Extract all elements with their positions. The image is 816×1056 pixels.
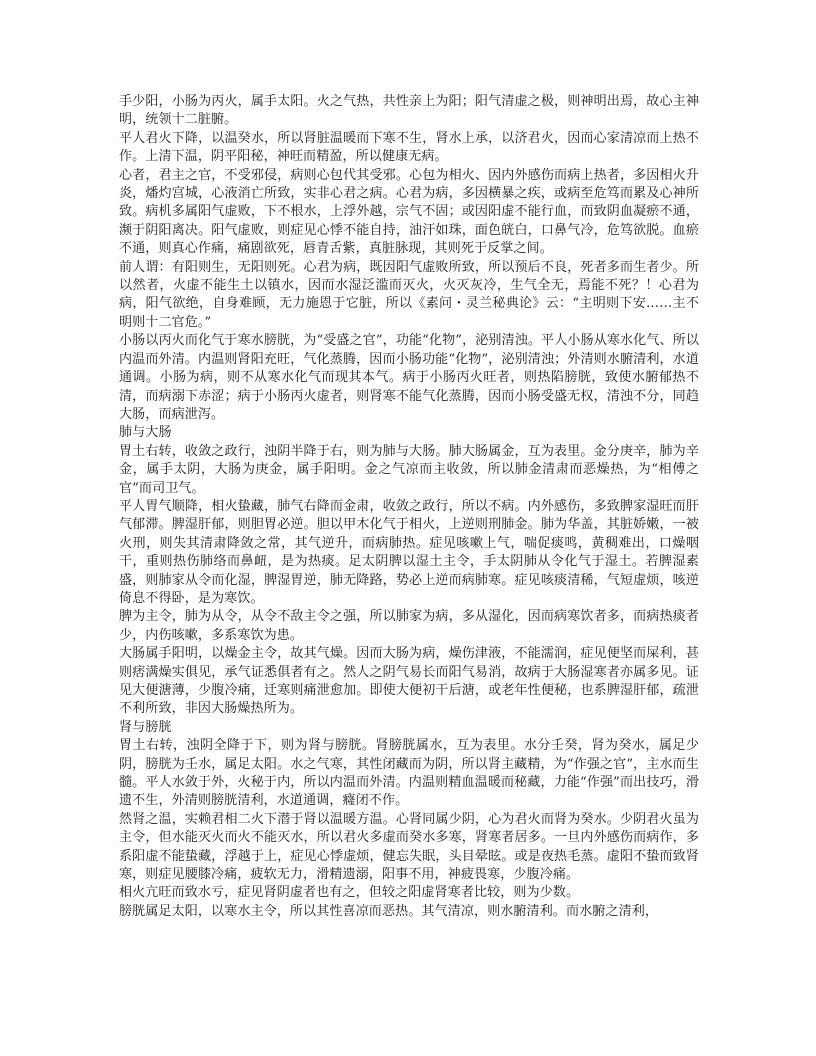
paragraph-1: 手少阳，小肠为丙火，属手太阳。火之气热，共性亲上为阳；阳气清虚之极，则神明出焉，故心主神明，统领十二脏腑。: [119, 94, 699, 128]
paragraph-13: 膀胱属足太阳，以寒水主令，所以其性喜凉而恶热。其气清凉，则水腑清利。而水腑之清利，: [119, 903, 659, 919]
paragraph-9: 大肠属手阳明，以燥金主令，故其气燥。因而大肠为病，燥伤津液，不能濡润，症见便坚而屎利，甚则痞满燥实俱见，承气证悉俱者有之。然人之阴气易长而阳气易消，故病于大肠湿寒者亦属多见。证见大便溏薄，少腹冷痛，迁寒则痛泄愈加。即使大便初干后溏，或老年性便秘，也系脾湿肝郁，疏泄不利所致，非因大肠燥热所为。: [119, 646, 699, 717]
paragraph-11: 然肾之温，实赖君相二火下潜于肾以温暖方温。心肾同属少阴，心为君火而肾为癸水。少阴君火虽为主令，但水能灭火而火不能灭水，所以君火多虚而癸水多寒，肾寒者居多。一旦内外感伤而病作，多系阳虚不能蛰藏，浮越于上，症见心悸虚烦，健忘失眠，头目晕眩。或是夜热毛蒸。虚阳不蛰而致肾寒，则症见腰膝冷痛，疲软无力，滑精遗溺，阳事不用，神疲畏寒，少腹冷痛。: [119, 811, 699, 883]
document-page: [119, 93, 699, 921]
paragraph-5: 小肠以丙火而化气于寒水膀胱，为“受盛之官”，功能“化物”，泌别清浊。平人小肠从寒水化气、所以内温而外清。内温则肾阳充旺，气化蒸腾，因而小肠功能“化物”，泌别清浊；外清则水腑清利，水道通调。小肠为病，则不从寒水化气而现其本气。病于小肠丙火旺者，则热陷膀胱，致使水腑郁热不清，而病溺下赤涩；病于小肠丙火虚者，则肾寒不能气化蒸腾，因而小肠受盛无权，清浊不分，同趋大肠，而病泄泻。: [119, 333, 699, 422]
paragraph-6: 胃土右转，收敛之政行，浊阴半降于右，则为肺与大肠。肺大肠属金，互为表里。金分庚辛，肺为辛金，属手太阴，大肠为庚金，属手阳明。金之气凉而主收敛，所以肺金清肃而恶燥热，为“相傅之官”而司卫气。: [119, 443, 699, 496]
paragraph-8: 脾为主令，肺为从令，从令不敌主令之强，所以肺家为病，多从湿化，因而病寒饮者多，而病热痰者少，内伤咳嗽，多系寒饮为患。: [119, 609, 699, 643]
paragraph-3: 心者，君主之官，不受邪侵，病则心包代其受邪。心包为相火、因内外感伤而病上热者，多因相火升炎，燔灼宫城，心液消亡所致，实非心君之病。心君为病，多因横暴之疾，或病至危笃而累及心神所致。病机多属阳气虚败，下不根水，上浮外越，宗气不固；或因阳虚不能行血，而致阴血凝瘀不通，濒于阴阳离决。阳气虚败，则症见心悸不能自持，油汗如珠，面色㿠白，口鼻气冷，危笃欲脱。血瘀不通，则真心作痛，痛剧欲死，唇青舌紫，真脏脉现，其则死于反掌之间。: [119, 167, 699, 257]
paragraph-7: 平人胃气顺降，相火蛰藏，肺气右降而金肃，收敛之政行，所以不病。内外感伤，多致脾家湿旺而肝气郁滞。脾湿肝郁，则胆胃必逆。胆以甲木化气于相火，上逆则刑肺金。肺为华盖，其脏娇嫩，一被火刑，则失其清肃降敛之常，其气逆升，而病肺热。症见咳嗽上气，喘促痰鸣，黄稠难出，口燥咽干，重则热伤肺络而鼻衄，是为热痰。足太阴脾以湿土主令，手太阴肺从令化气于湿土。若脾湿素盛，则肺家从令而化湿，脾湿胃逆，肺无降路，势必上逆而病肺寒。症见咳痰清稀，气短虚烦，咳逆倚息不得卧，是为寒饮。: [119, 498, 699, 606]
paragraph-4: 前人谓：有阳则生，无阳则死。心君为病，既因阳气虚败所致，所以预后不良，死者多而生者少。所以然者，火虚不能生土以镇水，因而水湿泛滥而灭火，火灭灰冷，生气全无，焉能不死？！心君为病，阳气欲绝，自身难顾，无力施恩于它脏，所以《素问・灵兰秘典论》云：“主明则下安……主不明则十二官危。”: [119, 259, 699, 330]
paragraph-10: 胃土右转，浊阴全降于下，则为肾与膀胱。肾膀胱属水，互为表里。水分壬癸，肾为癸水，属足少阴，膀胱为壬水，属足太阳。水之气寒，其性闭藏而为阴，所以肾主藏精，为“作强之官”，主水而生髓。平人水敛于外，火秘于内，所以内温而外清。内温则精血温暖而秘藏，力能“作强”而出技巧，滑遗不生，外清则膀胱清利，水道通调，癃闭不作。: [119, 738, 699, 809]
section-heading-kidney-bladder: 肾与膀胱: [119, 719, 172, 735]
paragraph-2: 平人君火下降，以温癸水，所以肾脏温暖而下寒不生，肾水上承，以济君火，因而心家清凉而上热不作。上清下温，阴平阳秘，神旺而精盈，所以健康无病。: [119, 130, 699, 165]
paragraph-12: 相火亢旺而致水亏，症见肾阴虚者也有之，但较之阳虚肾寒者比较，则为少数。: [119, 885, 580, 901]
section-heading-lung-large-intestine: 肺与大肠: [119, 425, 172, 441]
